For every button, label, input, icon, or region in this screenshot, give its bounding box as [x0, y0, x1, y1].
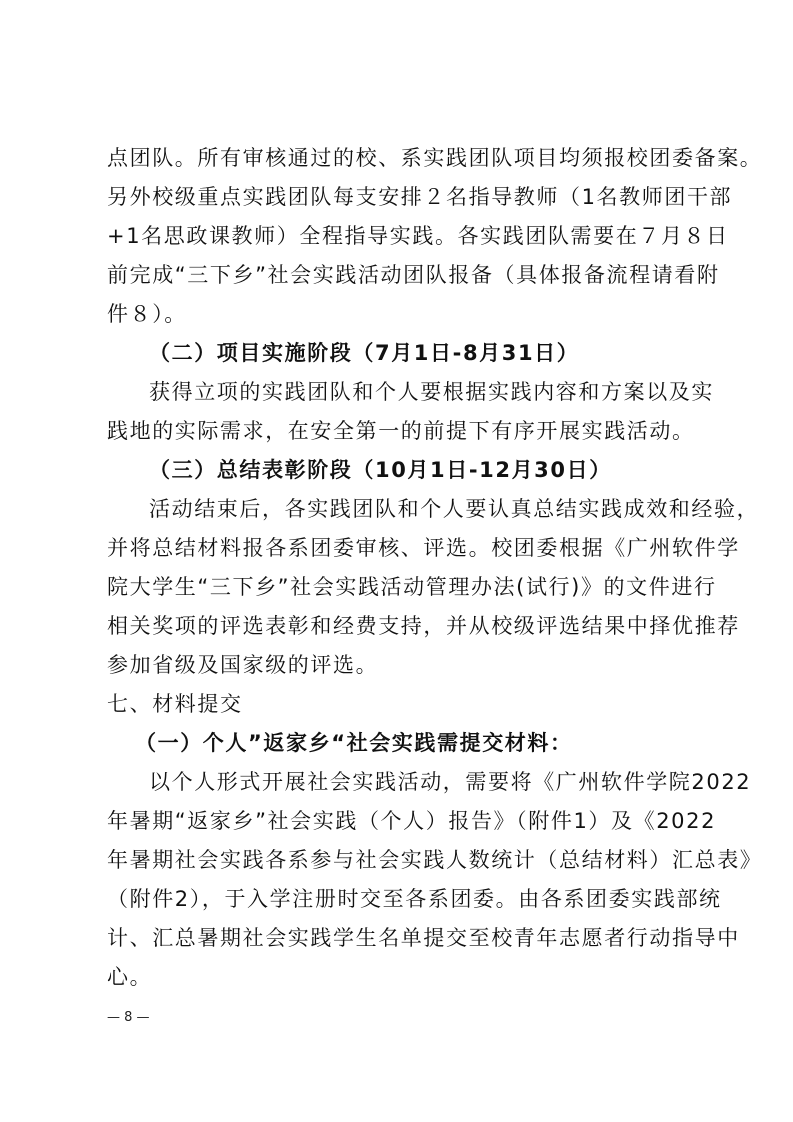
body-line: 另外校级重点实践团队每支安排２名指导教师（1名教师团干部 [107, 185, 733, 209]
body-line: 件８）。 [107, 302, 187, 326]
body-line: 获得立项的实践团队和个人要根据实践内容和方案以及实 [149, 380, 714, 404]
body-line: 并将总结材料报各系团委审核、评选。校团委根据《广州软件学 [107, 536, 740, 560]
body-line: 以个人形式开展社会实践活动，需要将《广州软件学院2022 [149, 770, 752, 794]
body-line: 心。 [107, 965, 153, 989]
body-line: 前完成“三下乡”社会实践活动团队报备（具体报备流程请看附 [107, 263, 720, 287]
body-line: 计、汇总暑期社会实践学生名单提交至校青年志愿者行动指导中 [107, 926, 740, 950]
chapter-heading-materials: 七、材料提交 [107, 692, 243, 716]
body-line: （附件2），于入学注册时交至各系团委。由各系团委实践部统 [107, 887, 722, 911]
body-line: +1名思政课教师）全程指导实践。各实践团队需要在７月８日 [107, 224, 729, 248]
body-line: 相关奖项的评选表彰和经费支持，并从校级评选结果中择优推荐 [107, 614, 740, 638]
body-line: 年暑期“返家乡”社会实践（个人）报告》（附件1）及《2022 [107, 809, 717, 833]
section-heading-individual: （一）个人”返家乡“社会实践需提交材料： [135, 731, 573, 755]
body-line: 践地的实际需求，在安全第一的前提下有序开展实践活动。 [107, 419, 695, 443]
body-line: 年暑期社会实践各系参与社会实践人数统计（总结材料）汇总表》 [107, 848, 763, 872]
body-line: 院大学生“三下乡”社会实践活动管理办法(试行)》的文件进行 [107, 575, 717, 599]
body-line: 活动结束后，各实践团队和个人要认真总结实践成效和经验， [149, 497, 760, 521]
section-heading-summary: （三）总结表彰阶段（10月1日-12月30日） [149, 458, 612, 482]
page-number: — 8 — [107, 1010, 150, 1025]
body-line: 参加省级及国家级的评选。 [107, 653, 379, 677]
body-line: 点团队。所有审核通过的校、系实践团队项目均须报校团委备案。 [107, 146, 763, 170]
section-heading-implementation: （二）项目实施阶段（7月1日-8月31日） [149, 341, 580, 365]
